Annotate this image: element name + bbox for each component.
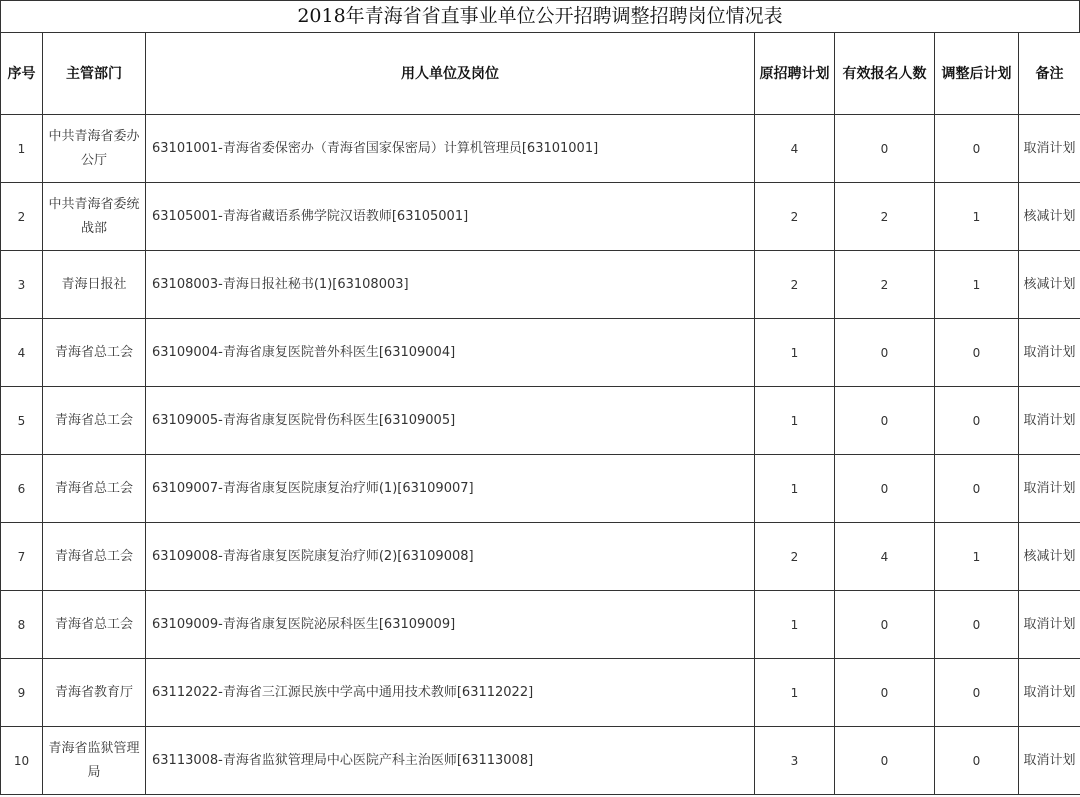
cell-dept: 青海省总工会 — [43, 455, 146, 523]
cell-seq: 3 — [1, 251, 43, 319]
cell-remark: 取消计划 — [1019, 387, 1080, 455]
cell-dept: 青海省教育厅 — [43, 659, 146, 727]
cell-seq: 6 — [1, 455, 43, 523]
cell-remark: 取消计划 — [1019, 115, 1080, 183]
cell-seq: 2 — [1, 183, 43, 251]
cell-seq: 9 — [1, 659, 43, 727]
cell-unit-post: 63113008-青海省监狱管理局中心医院产科主治医师[63113008] — [146, 727, 755, 795]
cell-valid-applicants: 0 — [835, 659, 935, 727]
table-row — [1, 523, 1080, 591]
header-unit-post: 用人单位及岗位 — [146, 33, 755, 115]
table-row — [1, 455, 1080, 523]
cell-adjusted-plan: 0 — [935, 455, 1019, 523]
table-row — [1, 183, 1080, 251]
cell-remark: 取消计划 — [1019, 319, 1080, 387]
cell-seq: 10 — [1, 727, 43, 795]
cell-dept: 青海省监狱管理局 — [43, 727, 146, 795]
page-title: 2018年青海省省直事业单位公开招聘调整招聘岗位情况表 — [0, 0, 1080, 32]
cell-orig-plan: 1 — [755, 591, 835, 659]
cell-seq: 8 — [1, 591, 43, 659]
cell-remark: 核减计划 — [1019, 523, 1080, 591]
cell-orig-plan: 3 — [755, 727, 835, 795]
cell-seq: 5 — [1, 387, 43, 455]
cell-valid-applicants: 0 — [835, 115, 935, 183]
cell-valid-applicants: 2 — [835, 251, 935, 319]
header-dept: 主管部门 — [43, 33, 146, 115]
cell-adjusted-plan: 1 — [935, 183, 1019, 251]
header-seq: 序号 — [1, 33, 43, 115]
cell-dept: 青海省总工会 — [43, 319, 146, 387]
cell-valid-applicants: 0 — [835, 387, 935, 455]
cell-dept: 青海日报社 — [43, 251, 146, 319]
table-row — [1, 319, 1080, 387]
cell-unit-post: 63109005-青海省康复医院骨伤科医生[63109005] — [146, 387, 755, 455]
cell-orig-plan: 1 — [755, 387, 835, 455]
header-orig-plan: 原招聘计划 — [755, 33, 835, 115]
cell-unit-post: 63112022-青海省三江源民族中学高中通用技术教师[63112022] — [146, 659, 755, 727]
cell-remark: 核减计划 — [1019, 251, 1080, 319]
cell-orig-plan: 1 — [755, 659, 835, 727]
table-row — [1, 659, 1080, 727]
cell-valid-applicants: 0 — [835, 727, 935, 795]
cell-orig-plan: 2 — [755, 523, 835, 591]
cell-seq: 4 — [1, 319, 43, 387]
recruitment-adjustment-table — [0, 32, 1080, 795]
table-header-row — [1, 33, 1080, 115]
cell-dept: 中共青海省委统战部 — [43, 183, 146, 251]
cell-adjusted-plan: 0 — [935, 659, 1019, 727]
cell-remark: 取消计划 — [1019, 659, 1080, 727]
cell-valid-applicants: 0 — [835, 319, 935, 387]
cell-valid-applicants: 4 — [835, 523, 935, 591]
cell-adjusted-plan: 0 — [935, 115, 1019, 183]
table-row — [1, 251, 1080, 319]
cell-unit-post: 63109008-青海省康复医院康复治疗师(2)[63109008] — [146, 523, 755, 591]
cell-adjusted-plan: 1 — [935, 523, 1019, 591]
header-remark: 备注 — [1019, 33, 1080, 115]
cell-adjusted-plan: 0 — [935, 727, 1019, 795]
cell-orig-plan: 1 — [755, 455, 835, 523]
cell-remark: 取消计划 — [1019, 455, 1080, 523]
cell-orig-plan: 2 — [755, 183, 835, 251]
cell-unit-post: 63109009-青海省康复医院泌尿科医生[63109009] — [146, 591, 755, 659]
cell-dept: 青海省总工会 — [43, 591, 146, 659]
header-valid-applicants: 有效报名人数 — [835, 33, 935, 115]
cell-unit-post: 63109007-青海省康复医院康复治疗师(1)[63109007] — [146, 455, 755, 523]
cell-orig-plan: 2 — [755, 251, 835, 319]
cell-valid-applicants: 0 — [835, 591, 935, 659]
cell-orig-plan: 4 — [755, 115, 835, 183]
cell-dept: 中共青海省委办公厅 — [43, 115, 146, 183]
cell-valid-applicants: 0 — [835, 455, 935, 523]
header-adjusted-plan: 调整后计划 — [935, 33, 1019, 115]
cell-unit-post: 63109004-青海省康复医院普外科医生[63109004] — [146, 319, 755, 387]
cell-adjusted-plan: 1 — [935, 251, 1019, 319]
cell-remark: 核减计划 — [1019, 183, 1080, 251]
cell-seq: 1 — [1, 115, 43, 183]
table-row — [1, 727, 1080, 795]
table-row — [1, 115, 1080, 183]
cell-seq: 7 — [1, 523, 43, 591]
cell-unit-post: 63105001-青海省藏语系佛学院汉语教师[63105001] — [146, 183, 755, 251]
cell-adjusted-plan: 0 — [935, 387, 1019, 455]
cell-orig-plan: 1 — [755, 319, 835, 387]
table-row — [1, 591, 1080, 659]
cell-adjusted-plan: 0 — [935, 319, 1019, 387]
cell-dept: 青海省总工会 — [43, 387, 146, 455]
cell-dept: 青海省总工会 — [43, 523, 146, 591]
cell-adjusted-plan: 0 — [935, 591, 1019, 659]
table-row — [1, 387, 1080, 455]
cell-remark: 取消计划 — [1019, 591, 1080, 659]
cell-unit-post: 63108003-青海日报社秘书(1)[63108003] — [146, 251, 755, 319]
cell-unit-post: 63101001-青海省委保密办（青海省国家保密局）计算机管理员[63101001] — [146, 115, 755, 183]
cell-valid-applicants: 2 — [835, 183, 935, 251]
cell-remark: 取消计划 — [1019, 727, 1080, 795]
